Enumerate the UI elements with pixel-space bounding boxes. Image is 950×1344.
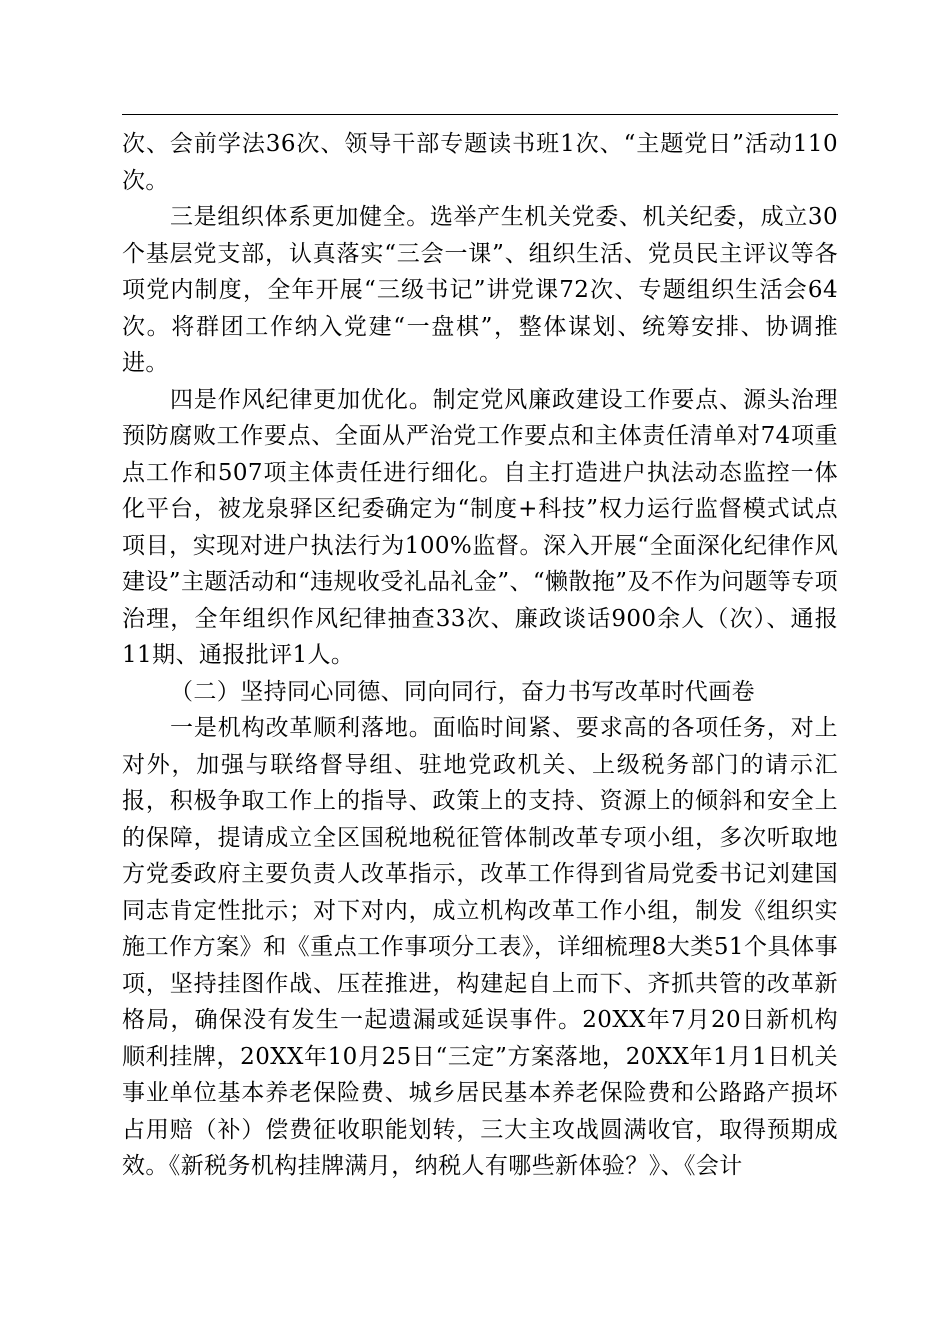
document-body (122, 126, 838, 1185)
header-rule (122, 114, 838, 115)
paragraph-work-style-discipline: 四是作风纪律更加优化。制定党风廉政建设工作要点、源头治理预防腐败工作要点、全面从严治党工作要点和主体责任清单对74项重点工作和507项主体责任进行细化。自主打造进户执法动态监控一体化平台，被龙泉驿区纪委确定为“制度+科技”权力运行监督模式试点项目，实现对进户执法行为100%监督。深入开展“全面深化纪律作风建设”主题活动和“违规收受礼品礼金”、“懒散拖”及不作为问题等专项治理，全年组织作风纪律抽查33次、廉政谈话900余人（次）、通报11期、通报批评1人。 (122, 386, 839, 668)
section-heading: （二）坚持同心同德、同向同行，奋力书写改革时代画卷 (170, 678, 755, 705)
paragraph-institutional-reform: 一是机构改革顺利落地。面临时间紧、要求高的各项任务，对上对外，加强与联络督导组、驻地党政机关、上级税务部门的请示汇报，积极争取工作上的指导、政策上的支持、资源上的倾斜和安全上的保障，提请成立全区国税地税征管体制改革专项小组，多次听取地方党委政府主要负责人改革指示，改革工作得到省局党委书记刘建国同志肯定性批示；对下对内，成立机构改革工作小组，制发《组织实施工作方案》和《重点工作事项分工表》，详细梳理8大类51个具体事项，坚持挂图作战、压茬推进，构建起自上而下、齐抓共管的改革新格局，确保没有发生一起遗漏或延误事件。20XX年7月20日新机构顺利挂牌，20XX年10月25日“三定”方案落地，20XX年1月1日机关事业单位基本养老保险费、城乡居民基本养老保险费和公路路产损坏占用赔（补）偿费征收职能划转，三大主攻战圆满收官，取得预期成效。《新税务机构挂牌满月，纳税人有哪些新体验？》、《会计 (122, 715, 838, 1179)
paragraph-continuation: 次、会前学法36次、领导干部专题读书班1次、“主题党日”活动110次。 (122, 131, 838, 194)
paragraph-organization-system: 三是组织体系更加健全。选举产生机关党委、机关纪委，成立30个基层党支部，认真落实“三会一课”、组织生活、党员民主评议等各项党内制度，全年开展“三级书记”讲党课72次、专题组织生活会64次。将群团工作纳入党建“一盘棋”，整体谋划、统筹安排、协调推进。 (122, 204, 838, 376)
